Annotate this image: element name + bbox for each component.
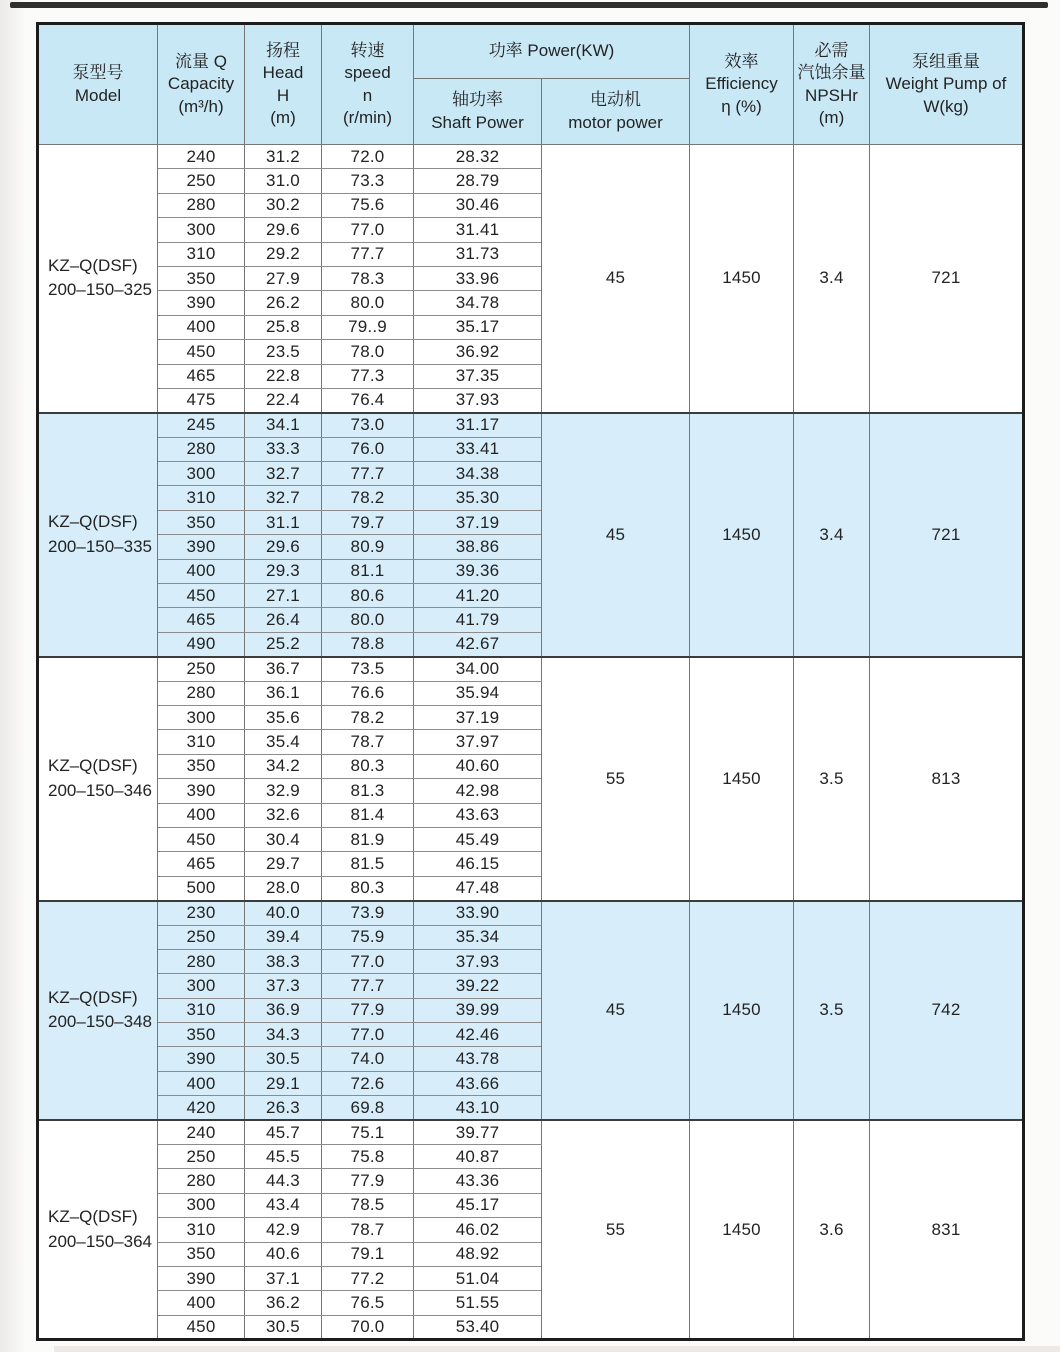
weight-cell: 813 — [870, 657, 1024, 901]
table-header — [38, 24, 1024, 145]
capacity-cell: 350 — [158, 1023, 245, 1047]
speed-cell: 77.3 — [322, 364, 414, 388]
head-cell: 44.3 — [245, 1169, 322, 1193]
head-cell: 31.0 — [245, 169, 322, 193]
shaft-power-cell: 43.36 — [414, 1169, 542, 1193]
speed-cell: 80.0 — [322, 608, 414, 632]
speed-cell: 79..9 — [322, 315, 414, 339]
shaft-power-cell: 42.46 — [414, 1023, 542, 1047]
capacity-cell: 450 — [158, 584, 245, 608]
head-cell: 30.4 — [245, 827, 322, 851]
speed-cell: 77.9 — [322, 998, 414, 1022]
header-model: 泵型号 Model — [38, 24, 158, 145]
header-power-group: 功率 Power(KW) — [414, 24, 690, 79]
speed-cell: 73.0 — [322, 413, 414, 437]
shaft-power-cell: 43.10 — [414, 1096, 542, 1120]
speed-cell: 81.3 — [322, 779, 414, 803]
scan-left-shading — [0, 0, 26, 1352]
shaft-power-cell: 47.48 — [414, 876, 542, 900]
motor-power-cell: 45 — [542, 901, 690, 1121]
speed-cell: 73.5 — [322, 657, 414, 681]
capacity-cell: 400 — [158, 1071, 245, 1095]
shaft-power-cell: 35.17 — [414, 315, 542, 339]
efficiency-cell: 1450 — [690, 145, 794, 413]
speed-cell: 81.4 — [322, 803, 414, 827]
npshr-cell: 3.4 — [794, 145, 870, 413]
capacity-cell: 465 — [158, 364, 245, 388]
weight-cell: 831 — [870, 1120, 1024, 1340]
head-cell: 36.1 — [245, 681, 322, 705]
head-cell: 32.9 — [245, 779, 322, 803]
efficiency-cell: 1450 — [690, 413, 794, 657]
speed-cell: 73.3 — [322, 169, 414, 193]
head-cell: 29.1 — [245, 1071, 322, 1095]
speed-cell: 80.0 — [322, 291, 414, 315]
shaft-power-cell: 33.41 — [414, 437, 542, 461]
head-cell: 35.6 — [245, 705, 322, 729]
head-cell: 22.4 — [245, 388, 322, 412]
capacity-cell: 310 — [158, 486, 245, 510]
shaft-power-cell: 43.63 — [414, 803, 542, 827]
speed-cell: 78.8 — [322, 632, 414, 656]
capacity-cell: 490 — [158, 632, 245, 656]
head-cell: 25.8 — [245, 315, 322, 339]
capacity-cell: 300 — [158, 1193, 245, 1217]
head-cell: 38.3 — [245, 949, 322, 973]
head-cell: 30.5 — [245, 1047, 322, 1071]
head-cell: 31.1 — [245, 510, 322, 534]
shaft-power-cell: 35.30 — [414, 486, 542, 510]
capacity-cell: 350 — [158, 754, 245, 778]
speed-cell: 72.0 — [322, 145, 414, 169]
capacity-cell: 250 — [158, 657, 245, 681]
shaft-power-cell: 33.96 — [414, 266, 542, 290]
shaft-power-cell: 37.19 — [414, 510, 542, 534]
head-cell: 32.7 — [245, 486, 322, 510]
capacity-cell: 250 — [158, 169, 245, 193]
shaft-power-cell: 37.35 — [414, 364, 542, 388]
speed-cell: 77.7 — [322, 974, 414, 998]
shaft-power-cell: 43.78 — [414, 1047, 542, 1071]
shaft-power-cell: 31.73 — [414, 242, 542, 266]
speed-cell: 73.9 — [322, 901, 414, 925]
shaft-power-cell: 35.94 — [414, 681, 542, 705]
speed-cell: 70.0 — [322, 1315, 414, 1339]
shaft-power-cell: 37.97 — [414, 730, 542, 754]
shaft-power-cell: 45.17 — [414, 1193, 542, 1217]
head-cell: 34.1 — [245, 413, 322, 437]
shaft-power-cell: 33.90 — [414, 901, 542, 925]
capacity-cell: 420 — [158, 1096, 245, 1120]
efficiency-cell: 1450 — [690, 901, 794, 1121]
head-cell: 29.3 — [245, 559, 322, 583]
shaft-power-cell: 41.79 — [414, 608, 542, 632]
efficiency-cell: 1450 — [690, 657, 794, 901]
head-cell: 45.5 — [245, 1145, 322, 1169]
shaft-power-cell: 28.32 — [414, 145, 542, 169]
capacity-cell: 300 — [158, 218, 245, 242]
pump-spec-table — [36, 22, 1025, 1341]
head-cell: 28.0 — [245, 876, 322, 900]
head-cell: 27.1 — [245, 584, 322, 608]
head-cell: 36.9 — [245, 998, 322, 1022]
scan-bottom-edge — [54, 1346, 1060, 1352]
head-cell: 25.2 — [245, 632, 322, 656]
speed-cell: 77.0 — [322, 1023, 414, 1047]
capacity-cell: 310 — [158, 730, 245, 754]
capacity-cell: 350 — [158, 1242, 245, 1266]
capacity-cell: 310 — [158, 1218, 245, 1242]
speed-cell: 76.6 — [322, 681, 414, 705]
shaft-power-cell: 37.93 — [414, 949, 542, 973]
head-cell: 32.7 — [245, 462, 322, 486]
shaft-power-cell: 53.40 — [414, 1315, 542, 1339]
head-cell: 37.3 — [245, 974, 322, 998]
model-cell: KZ–Q(DSF) 200–150–335 — [38, 413, 158, 657]
head-cell: 26.4 — [245, 608, 322, 632]
header-shaft-power: 轴功率 Shaft Power — [414, 79, 542, 145]
npshr-cell: 3.5 — [794, 901, 870, 1121]
capacity-cell: 390 — [158, 1047, 245, 1071]
speed-cell: 77.0 — [322, 949, 414, 973]
shaft-power-cell: 42.98 — [414, 779, 542, 803]
weight-cell: 721 — [870, 413, 1024, 657]
head-cell: 26.3 — [245, 1096, 322, 1120]
capacity-cell: 400 — [158, 315, 245, 339]
shaft-power-cell: 34.38 — [414, 462, 542, 486]
speed-cell: 81.1 — [322, 559, 414, 583]
head-cell: 31.2 — [245, 145, 322, 169]
motor-power-cell: 45 — [542, 145, 690, 413]
shaft-power-cell: 43.66 — [414, 1071, 542, 1095]
weight-cell: 721 — [870, 145, 1024, 413]
shaft-power-cell: 39.36 — [414, 559, 542, 583]
speed-cell: 69.8 — [322, 1096, 414, 1120]
npshr-cell: 3.6 — [794, 1120, 870, 1340]
model-cell: KZ–Q(DSF) 200–150–346 — [38, 657, 158, 901]
capacity-cell: 280 — [158, 1169, 245, 1193]
table-row — [38, 901, 1024, 925]
head-cell: 34.3 — [245, 1023, 322, 1047]
head-cell: 29.6 — [245, 218, 322, 242]
head-cell: 39.4 — [245, 925, 322, 949]
head-cell: 43.4 — [245, 1193, 322, 1217]
speed-cell: 80.3 — [322, 876, 414, 900]
table-row — [38, 657, 1024, 681]
header-head: 扬程 Head H (m) — [245, 24, 322, 145]
capacity-cell: 250 — [158, 1145, 245, 1169]
header-capacity: 流量 Q Capacity (m³/h) — [158, 24, 245, 145]
speed-cell: 78.0 — [322, 340, 414, 364]
head-cell: 36.7 — [245, 657, 322, 681]
head-cell: 30.2 — [245, 193, 322, 217]
speed-cell: 75.1 — [322, 1120, 414, 1144]
shaft-power-cell: 46.15 — [414, 852, 542, 876]
head-cell: 22.8 — [245, 364, 322, 388]
shaft-power-cell: 37.19 — [414, 705, 542, 729]
speed-cell: 79.1 — [322, 1242, 414, 1266]
shaft-power-cell: 37.93 — [414, 388, 542, 412]
head-cell: 32.6 — [245, 803, 322, 827]
shaft-power-cell: 48.92 — [414, 1242, 542, 1266]
shaft-power-cell: 39.77 — [414, 1120, 542, 1144]
capacity-cell: 400 — [158, 803, 245, 827]
speed-cell: 77.7 — [322, 462, 414, 486]
capacity-cell: 350 — [158, 510, 245, 534]
header-efficiency: 效率 Efficiency η (%) — [690, 24, 794, 145]
capacity-cell: 475 — [158, 388, 245, 412]
capacity-cell: 310 — [158, 242, 245, 266]
head-cell: 37.1 — [245, 1266, 322, 1290]
shaft-power-cell: 38.86 — [414, 535, 542, 559]
shaft-power-cell: 51.04 — [414, 1266, 542, 1290]
head-cell: 40.6 — [245, 1242, 322, 1266]
shaft-power-cell: 31.17 — [414, 413, 542, 437]
shaft-power-cell: 41.20 — [414, 584, 542, 608]
shaft-power-cell: 51.55 — [414, 1291, 542, 1315]
table-row — [38, 145, 1024, 169]
speed-cell: 78.5 — [322, 1193, 414, 1217]
shaft-power-cell: 46.02 — [414, 1218, 542, 1242]
head-cell: 36.2 — [245, 1291, 322, 1315]
speed-cell: 74.0 — [322, 1047, 414, 1071]
head-cell: 27.9 — [245, 266, 322, 290]
speed-cell: 78.2 — [322, 486, 414, 510]
speed-cell: 75.8 — [322, 1145, 414, 1169]
head-cell: 40.0 — [245, 901, 322, 925]
speed-cell: 75.6 — [322, 193, 414, 217]
head-cell: 29.6 — [245, 535, 322, 559]
capacity-cell: 280 — [158, 193, 245, 217]
speed-cell: 77.9 — [322, 1169, 414, 1193]
speed-cell: 77.0 — [322, 218, 414, 242]
speed-cell: 77.7 — [322, 242, 414, 266]
scan-top-edge — [10, 2, 1048, 8]
shaft-power-cell: 40.60 — [414, 754, 542, 778]
efficiency-cell: 1450 — [690, 1120, 794, 1340]
shaft-power-cell: 34.78 — [414, 291, 542, 315]
speed-cell: 78.7 — [322, 730, 414, 754]
shaft-power-cell: 39.99 — [414, 998, 542, 1022]
capacity-cell: 400 — [158, 559, 245, 583]
capacity-cell: 390 — [158, 291, 245, 315]
head-cell: 29.2 — [245, 242, 322, 266]
motor-power-cell: 45 — [542, 413, 690, 657]
speed-cell: 76.5 — [322, 1291, 414, 1315]
capacity-cell: 390 — [158, 779, 245, 803]
capacity-cell: 280 — [158, 437, 245, 461]
capacity-cell: 450 — [158, 340, 245, 364]
speed-cell: 78.2 — [322, 705, 414, 729]
header-speed: 转速 speed n (r/min) — [322, 24, 414, 145]
table-row — [38, 1120, 1024, 1144]
head-cell: 34.2 — [245, 754, 322, 778]
speed-cell: 77.2 — [322, 1266, 414, 1290]
head-cell: 33.3 — [245, 437, 322, 461]
capacity-cell: 390 — [158, 1266, 245, 1290]
speed-cell: 78.3 — [322, 266, 414, 290]
head-cell: 23.5 — [245, 340, 322, 364]
capacity-cell: 300 — [158, 462, 245, 486]
capacity-cell: 450 — [158, 827, 245, 851]
header-motor-power: 电动机 motor power — [542, 79, 690, 145]
model-cell: KZ–Q(DSF) 200–150–364 — [38, 1120, 158, 1340]
shaft-power-cell: 40.87 — [414, 1145, 542, 1169]
speed-cell: 81.9 — [322, 827, 414, 851]
weight-cell: 742 — [870, 901, 1024, 1121]
capacity-cell: 280 — [158, 681, 245, 705]
model-cell: KZ–Q(DSF) 200–150–348 — [38, 901, 158, 1121]
npshr-cell: 3.4 — [794, 413, 870, 657]
capacity-cell: 350 — [158, 266, 245, 290]
speed-cell: 78.7 — [322, 1218, 414, 1242]
capacity-cell: 500 — [158, 876, 245, 900]
capacity-cell: 465 — [158, 852, 245, 876]
shaft-power-cell: 28.79 — [414, 169, 542, 193]
capacity-cell: 245 — [158, 413, 245, 437]
capacity-cell: 230 — [158, 901, 245, 925]
speed-cell: 80.3 — [322, 754, 414, 778]
speed-cell: 75.9 — [322, 925, 414, 949]
header-npshr: 必需 汽蚀余量 NPSHr (m) — [794, 24, 870, 145]
head-cell: 29.7 — [245, 852, 322, 876]
motor-power-cell: 55 — [542, 1120, 690, 1340]
speed-cell: 72.6 — [322, 1071, 414, 1095]
speed-cell: 80.9 — [322, 535, 414, 559]
shaft-power-cell: 30.46 — [414, 193, 542, 217]
motor-power-cell: 55 — [542, 657, 690, 901]
shaft-power-cell: 36.92 — [414, 340, 542, 364]
head-cell: 45.7 — [245, 1120, 322, 1144]
table-row — [38, 413, 1024, 437]
shaft-power-cell: 31.41 — [414, 218, 542, 242]
head-cell: 35.4 — [245, 730, 322, 754]
head-cell: 26.2 — [245, 291, 322, 315]
shaft-power-cell: 39.22 — [414, 974, 542, 998]
speed-cell: 79.7 — [322, 510, 414, 534]
capacity-cell: 240 — [158, 145, 245, 169]
capacity-cell: 240 — [158, 1120, 245, 1144]
pump-table-body — [38, 145, 1024, 1340]
npshr-cell: 3.5 — [794, 657, 870, 901]
shaft-power-cell: 42.67 — [414, 632, 542, 656]
capacity-cell: 465 — [158, 608, 245, 632]
speed-cell: 81.5 — [322, 852, 414, 876]
capacity-cell: 450 — [158, 1315, 245, 1339]
head-cell: 30.5 — [245, 1315, 322, 1339]
capacity-cell: 250 — [158, 925, 245, 949]
model-cell: KZ–Q(DSF) 200–150–325 — [38, 145, 158, 413]
capacity-cell: 300 — [158, 705, 245, 729]
capacity-cell: 400 — [158, 1291, 245, 1315]
shaft-power-cell: 45.49 — [414, 827, 542, 851]
speed-cell: 80.6 — [322, 584, 414, 608]
speed-cell: 76.0 — [322, 437, 414, 461]
capacity-cell: 280 — [158, 949, 245, 973]
header-weight: 泵组重量 Weight Pump of W(kg) — [870, 24, 1024, 145]
head-cell: 42.9 — [245, 1218, 322, 1242]
shaft-power-cell: 34.00 — [414, 657, 542, 681]
capacity-cell: 300 — [158, 974, 245, 998]
capacity-cell: 390 — [158, 535, 245, 559]
shaft-power-cell: 35.34 — [414, 925, 542, 949]
capacity-cell: 310 — [158, 998, 245, 1022]
speed-cell: 76.4 — [322, 388, 414, 412]
